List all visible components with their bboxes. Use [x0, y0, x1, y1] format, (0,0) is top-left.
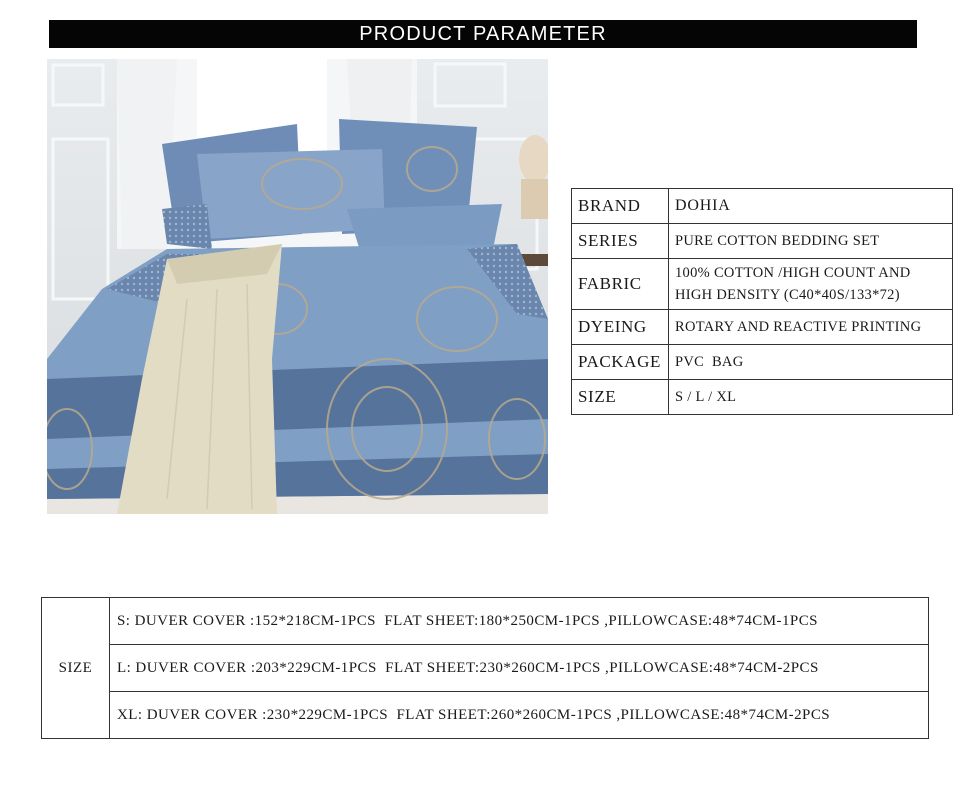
- param-value: PVC BAG: [669, 345, 953, 380]
- size-row-s: [42, 598, 929, 645]
- param-value: S / L / XL: [669, 380, 953, 415]
- param-value: PURE COTTON BEDDING SET: [669, 224, 953, 259]
- banner-title: PRODUCT PARAMETER: [359, 22, 607, 45]
- param-value: DOHIA: [669, 189, 953, 224]
- product-photo: [47, 59, 548, 514]
- param-row-series: [572, 224, 953, 259]
- param-key: BRAND: [572, 189, 669, 224]
- parameter-table: [571, 188, 953, 415]
- size-row-xl: [42, 692, 929, 739]
- size-detail: L: DUVER COVER :203*229CM-1PCS FLAT SHEET:230*260CM-1PCS ,PILLOWCASE:48*74CM-2PCS: [110, 645, 929, 692]
- size-table: [41, 597, 929, 739]
- size-label: SIZE: [42, 598, 110, 739]
- param-row-size: [572, 380, 953, 415]
- param-row-package: [572, 345, 953, 380]
- param-key: DYEING: [572, 310, 669, 345]
- param-value: ROTARY AND REACTIVE PRINTING: [669, 310, 953, 345]
- param-row-fabric: [572, 259, 953, 310]
- param-row-brand: [572, 189, 953, 224]
- param-key: PACKAGE: [572, 345, 669, 380]
- size-detail: S: DUVER COVER :152*218CM-1PCS FLAT SHEET:180*250CM-1PCS ,PILLOWCASE:48*74CM-1PCS: [110, 598, 929, 645]
- param-key: FABRIC: [572, 259, 669, 310]
- param-key: SERIES: [572, 224, 669, 259]
- bedding-illustration: [47, 59, 548, 514]
- param-value: 100% COTTON /HIGH COUNT AND HIGH DENSITY (C40*40S/133*72): [669, 259, 953, 310]
- param-row-dyeing: [572, 310, 953, 345]
- size-detail: XL: DUVER COVER :230*229CM-1PCS FLAT SHEET:260*260CM-1PCS ,PILLOWCASE:48*74CM-2PCS: [110, 692, 929, 739]
- size-row-l: [42, 645, 929, 692]
- product-parameter-banner: [49, 20, 917, 48]
- param-key: SIZE: [572, 380, 669, 415]
